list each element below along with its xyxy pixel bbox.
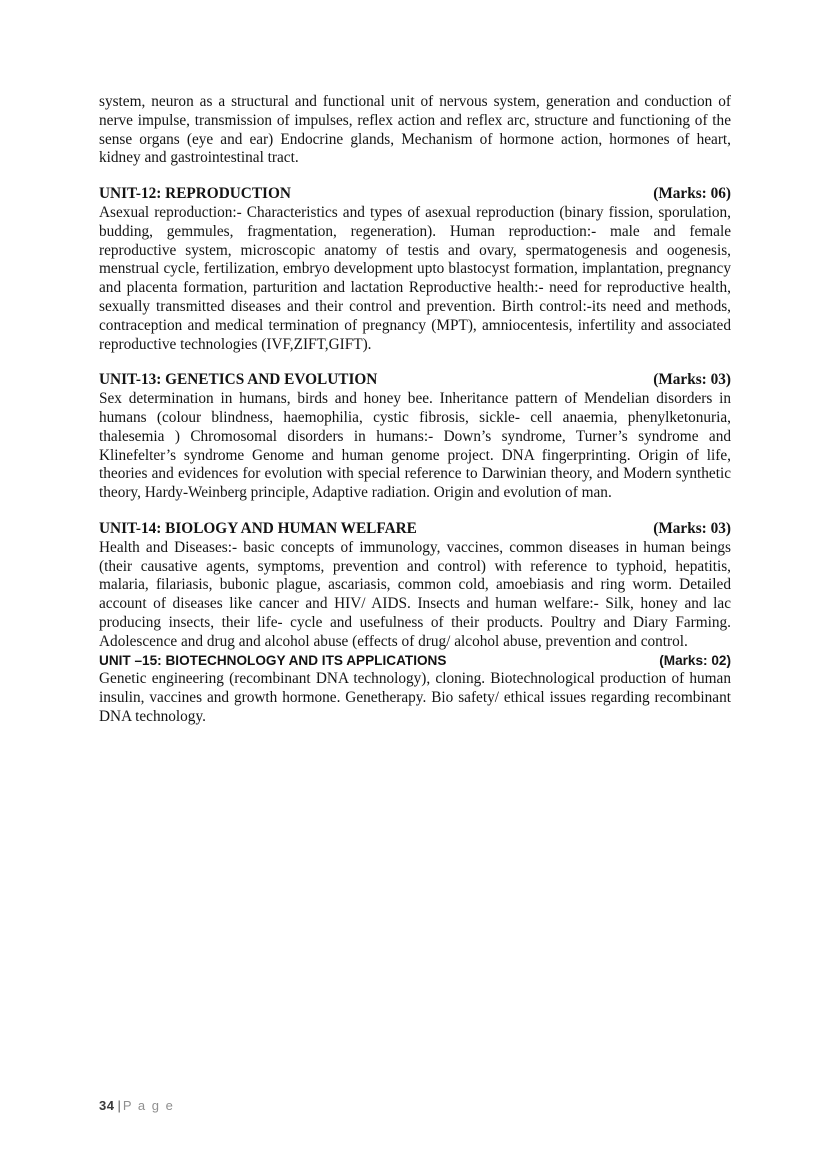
footer-page-label: P a g e: [122, 1098, 175, 1113]
unit-15-marks: (Marks: 02): [659, 652, 731, 668]
page-footer: [99, 1098, 174, 1114]
unit-15-title: UNIT –15: BIOTECHNOLOGY AND ITS APPLICATIONS: [99, 652, 447, 668]
unit-12-title: UNIT-12: REPRODUCTION: [99, 185, 291, 203]
footer-separator: |: [117, 1098, 121, 1113]
unit-13-heading-row: [99, 371, 731, 390]
unit-14-marks: (Marks: 03): [653, 519, 731, 537]
section-unit-12: [99, 185, 731, 354]
section-unit-15: [99, 652, 731, 727]
unit-12-body: Asexual reproduction:- Characteristics and types of asexual reproduction (binary fission, sporulation, budding, gemmules, fragmentation, regeneration). Human reproduction:- male and female reproductive system, microscopic anatomy of testis and ovary, spermatogenesis and oogenesis, menstrual cycle, fertilization, embryo development upto blastocyst formation, implantation, pregnancy and placenta formation, parturition and lactation Reproductive health:- need for reproductive health, sexually transmitted diseases and their control and prevention. Birth control:-its need and methods, contraception and medical termination of pregnancy (MPT), amniocentesis, infertility and associated reproductive technologies (IVF,ZIFT,GIFT).: [99, 203, 731, 353]
unit-13-marks: (Marks: 03): [653, 371, 731, 389]
unit-14-title: UNIT-14: BIOLOGY AND HUMAN WELFARE: [99, 519, 417, 537]
section-unit-14: [99, 520, 731, 652]
section-unit-13: [99, 371, 731, 503]
unit-13-title: UNIT-13: GENETICS AND EVOLUTION: [99, 371, 378, 389]
unit-15-body: Genetic engineering (recombinant DNA technology), cloning. Biotechnological production of human insulin, vaccines and growth hormone. Genetherapy. Bio safety/ ethical issues regarding recombinant DNA technology.: [99, 670, 731, 725]
unit-14-body: Health and Diseases:- basic concepts of immunology, vaccines, common diseases in human beings (their causative agents, symptoms, prevention and control) with reference to typhoid, hepatitis, malaria, filariasis, bubonic plague, ascariasis, common cold, amoebiasis and ring worm. Detailed account of diseases like cancer and HIV/ AIDS. Insects and human welfare:- Silk, honey and lac producing insects, their life- cycle and usefulness of their products. Poultry and Diary Farming. Adolescence and drug and alcohol abuse (effects of drug/ alcohol abuse, prevention and control.: [99, 538, 731, 650]
unit-15-heading-row: [99, 652, 731, 671]
page-content: [99, 93, 731, 727]
intro-paragraph: system, neuron as a structural and functional unit of nervous system, generation and conduction of nerve impulse, transmission of impulses, reflex action and reflex arc, structure and functioning of the sense organs (eye and ear) Endocrine glands, Mechanism of hormone action, hormones of heart, kidney and gastrointestinal tract.: [99, 93, 731, 167]
unit-12-heading-row: [99, 185, 731, 204]
unit-12-marks: (Marks: 06): [653, 185, 731, 203]
unit-13-body: Sex determination in humans, birds and honey bee. Inheritance pattern of Mendelian disorders in humans (colour blindness, haemophilia, cystic fibrosis, sickle- cell anaemia, phenylketonuria, thalesemia ) Chromosomal disorders in humans:- Down’s syndrome, Turner’s syndrome and Klinefelter’s syndrome Genome and human genome project. DNA fingerprinting. Origin of life, theories and evidences for evolution with special reference to Darwinian theory, and Modern synthetic theory, Hardy-Weinberg principle, Adaptive radiation. Origin and evolution of man.: [99, 390, 731, 502]
unit-14-heading-row: [99, 520, 731, 539]
page-number: 34: [99, 1098, 115, 1113]
